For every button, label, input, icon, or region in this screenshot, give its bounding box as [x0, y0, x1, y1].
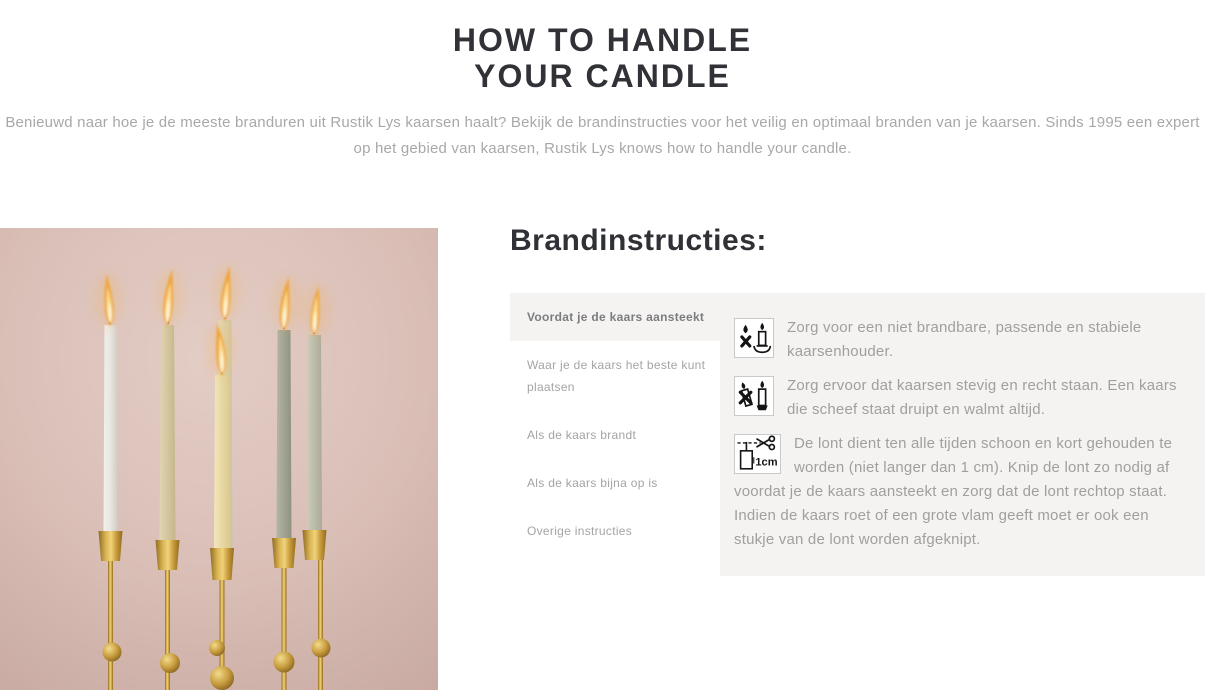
instruction-text: Zorg ervoor dat kaarsen stevig en recht staan. Een kaars die scheef staat druipt en walmt altijd.: [787, 377, 1177, 418]
page-title: [0, 22, 1205, 94]
instruction-tabs: [510, 293, 720, 555]
section-heading: Brandinstructies:: [510, 224, 767, 257]
wick-length-label: 1cm: [755, 456, 778, 469]
candle-holder-icon: [734, 318, 774, 358]
intro-text: Benieuwd naar hoe je de meeste branduren uit Rustik Lys kaarsen haalt? Bekijk de brandinstructies voor het veilig en optimaal branden van je kaarsen. Sinds 1995 een expert op het gebied van kaarsen, Rustik Lys knows how to handle your candle.: [5, 114, 1200, 157]
wick-trim-icon: [734, 434, 781, 474]
tab-als-de-kaars-bijna-op-is[interactable]: Als de kaars bijna op is: [527, 476, 658, 490]
tab-waar-je-de-kaars-het-beste-kunt-plaatsen[interactable]: Waar je de kaars het beste kunt plaatsen: [527, 358, 706, 394]
instructions-section: [510, 222, 1205, 576]
tab-overige-instructies[interactable]: Overige instructies: [527, 524, 633, 538]
instruction-item-upright: [734, 374, 1179, 422]
instruction-text: Zorg voor een niet brandbare, passende en stabiele kaarsenhouder.: [787, 319, 1142, 360]
candle-upright-icon: [734, 376, 774, 416]
tab-als-de-kaars-brandt[interactable]: Als de kaars brandt: [527, 428, 637, 442]
page-title-line2: YOUR CANDLE: [474, 58, 731, 94]
page-title-line1: HOW TO HANDLE: [452, 22, 753, 58]
page-header: [0, 0, 1205, 162]
instruction-panel: [720, 293, 1205, 576]
tab-voordat-je-de-kaars-aansteekt[interactable]: Voordat je de kaars aansteekt: [510, 293, 720, 341]
instruction-item-wick-trim: [734, 432, 1179, 552]
instruction-item-holder: [734, 316, 1179, 364]
candles-photo: [0, 228, 438, 690]
candles-photo-illustration: [0, 228, 438, 690]
instruction-text: De lont dient ten alle tijden schoon en kort gehouden te worden (niet langer dan 1 cm). Knip de lont zo nodig af voordat je de kaars aansteekt en zorg dat de lont rechtop staat. Indien de kaars roet of een grote vlam geeft moet er ook een stukje van de lont worden afgeknipt.: [734, 435, 1173, 548]
